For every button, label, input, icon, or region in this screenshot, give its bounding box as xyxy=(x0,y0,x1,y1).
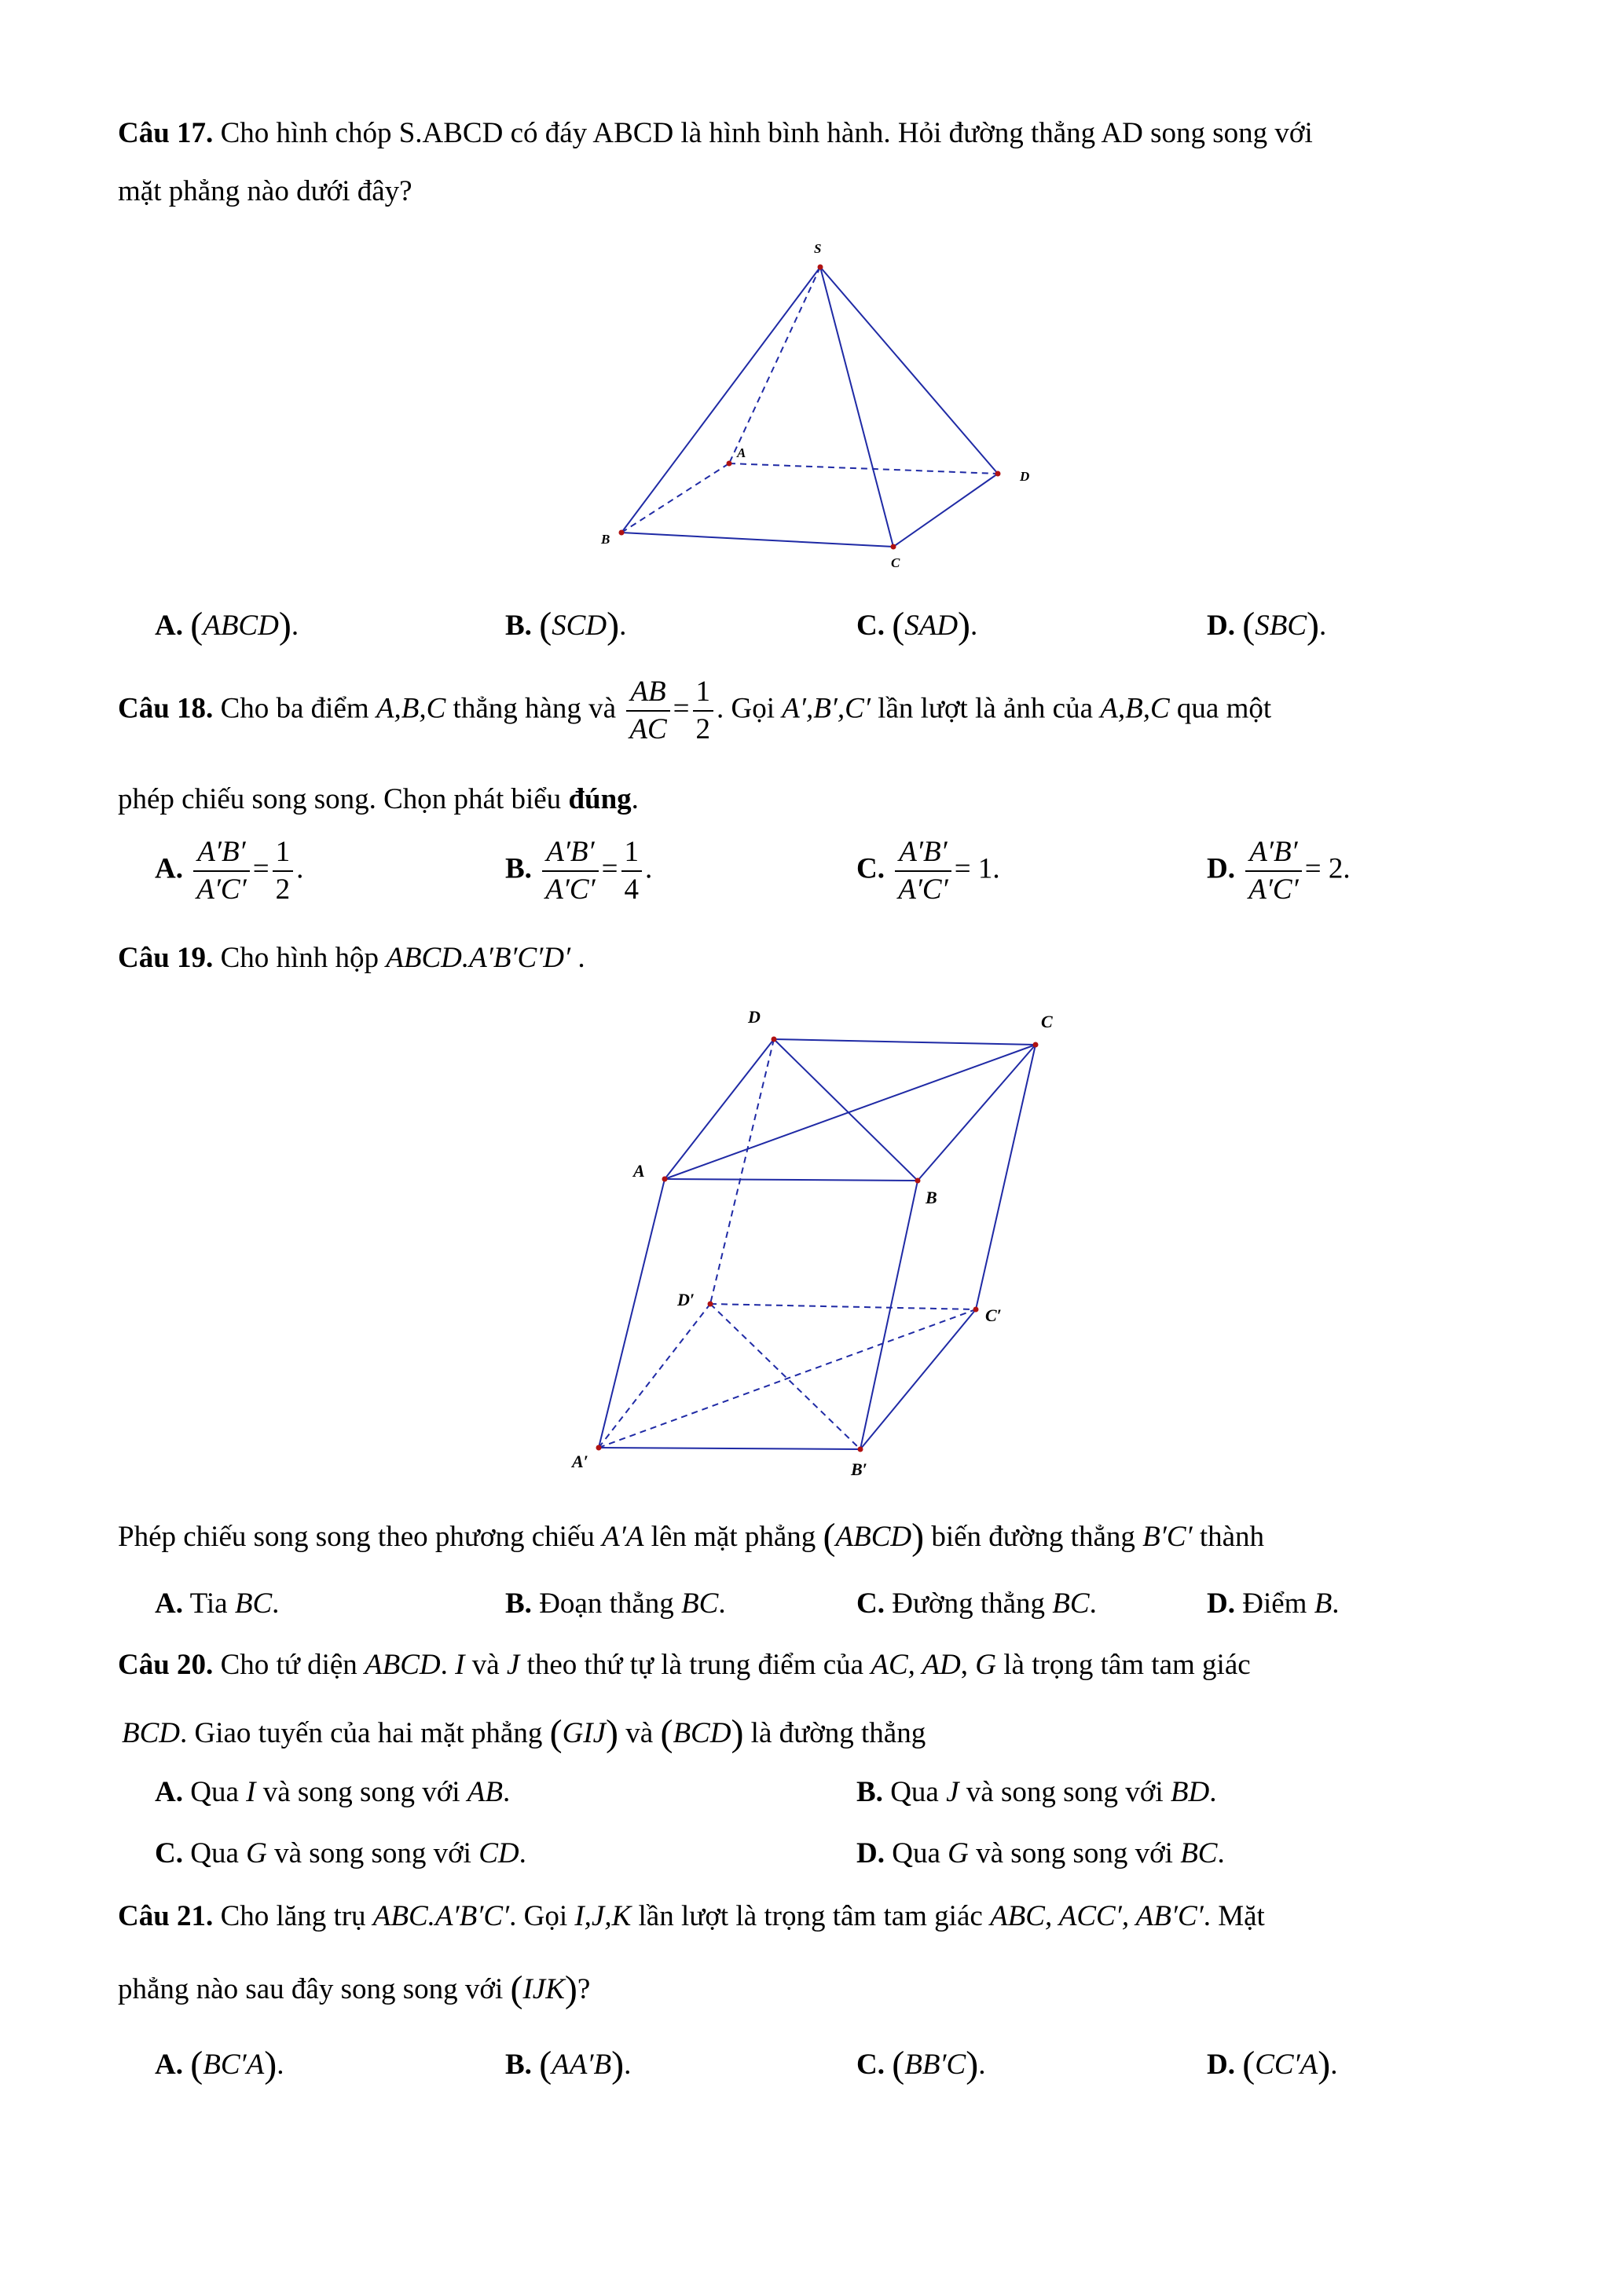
q17-line1: Câu 17. Cho hình chóp S.ABCD có đáy ABCD là hình bình hành. Hỏi đường thẳng AD song song với xyxy=(118,117,1313,149)
q18-option-d[interactable]: D. $\frac{A'B'}{A'C'}$ = 2. xyxy=(1207,836,1351,906)
box-label-d: D xyxy=(748,1007,761,1027)
q19-option-d[interactable]: D. Điểm B. xyxy=(1207,1587,1340,1620)
q17-pyramid-figure xyxy=(597,236,1037,573)
box-label-d-prime: D′ xyxy=(677,1290,695,1309)
box-label-a-prime: A′ xyxy=(572,1452,588,1471)
q21-option-a[interactable]: A. (BC′A). xyxy=(155,2044,284,2085)
q19-line1: Câu 19. Cho hình hộp ABCD.A′B′C′D′ . xyxy=(118,942,585,974)
q18-line2: phép chiếu song song. Chọn phát biểu đúng. xyxy=(118,783,639,815)
box-label-c: C xyxy=(1041,1012,1053,1031)
q20-line1: Câu 20. Cho tứ diện ABCD. I và J theo thứ tự là trung điểm của AC, AD, G là trọng tâm tam giác xyxy=(118,1649,1251,1681)
q20-option-a[interactable]: A. Qua I và song song với AB. xyxy=(155,1776,511,1808)
q20-line2: BCD. Giao tuyến của hai mặt phẳng (GIJ) và (BCD) là đường thẳng xyxy=(122,1712,926,1754)
q21-line1: Câu 21. Cho lăng trụ ABC.A′B′C′. Gọi I,J,K lần lượt là trọng tâm tam giác ABC, ACC′, AB′C′. Mặt xyxy=(118,1900,1265,1932)
q17-option-c[interactable]: C. (SAD). xyxy=(856,605,978,646)
q20-option-b[interactable]: B. Qua J và song song với BD. xyxy=(856,1776,1217,1808)
q17-option-b[interactable]: B. (SCD). xyxy=(505,605,627,646)
box-label-b: B xyxy=(926,1188,937,1207)
pyramid-label-b: B xyxy=(601,532,610,547)
q19-option-b[interactable]: B. Đoạn thẳng BC. xyxy=(505,1587,726,1620)
q19-parallelepiped-figure xyxy=(566,998,1069,1492)
box-label-c-prime: C′ xyxy=(985,1305,1002,1325)
q20-option-c[interactable]: C. Qua G và song song với CD. xyxy=(155,1837,526,1869)
q19-option-c[interactable]: C. Đường thẳng BC. xyxy=(856,1587,1097,1620)
q18-option-b[interactable]: B. $\frac{A'B'}{A'C'}$ = $\frac{1}{4}$ . xyxy=(505,836,653,906)
q21-option-d[interactable]: D. (CC′A). xyxy=(1207,2044,1338,2085)
box-label-b-prime: B′ xyxy=(851,1459,867,1479)
pyramid-label-s: S xyxy=(814,241,822,256)
q19-option-a[interactable]: A. Tia BC. xyxy=(155,1587,280,1620)
q19-statement: Phép chiếu song song theo phương chiếu A′A lên mặt phẳng (ABCD) biến đường thẳng B′C′ thành xyxy=(118,1516,1265,1558)
q21-option-c[interactable]: C. (BB′C). xyxy=(856,2044,986,2085)
q18-line1: Câu 18. Cho ba điểm A,B,C thẳng hàng và $\frac{AB}{AC}$ = $\frac{1}{2}$ . Gọi A′,B′,C′ lần lượt là ảnh của A,B,C qua một xyxy=(118,676,1272,746)
pyramid-label-c: C xyxy=(891,555,900,570)
q20-option-d[interactable]: D. Qua G và song song với BC. xyxy=(856,1837,1225,1869)
q21-line2: phẳng nào sau đây song song với (IJK)? xyxy=(118,1968,591,2010)
q21-option-b[interactable]: B. (AA′B). xyxy=(505,2044,632,2085)
box-label-a: A xyxy=(633,1161,645,1181)
pyramid-label-a: A xyxy=(737,445,746,460)
q18-option-a[interactable]: A. $\frac{A'B'}{A'C'}$ = $\frac{1}{2}$ . xyxy=(155,836,304,906)
q17-option-a[interactable]: A. (ABCD). xyxy=(155,605,299,646)
q17-line2: mặt phẳng nào dưới đây? xyxy=(118,175,412,207)
q17-option-d[interactable]: D. (SBC). xyxy=(1207,605,1327,646)
q18-option-c[interactable]: C. $\frac{A'B'}{A'C'}$ = 1. xyxy=(856,836,1000,906)
pyramid-label-d: D xyxy=(1020,469,1030,484)
